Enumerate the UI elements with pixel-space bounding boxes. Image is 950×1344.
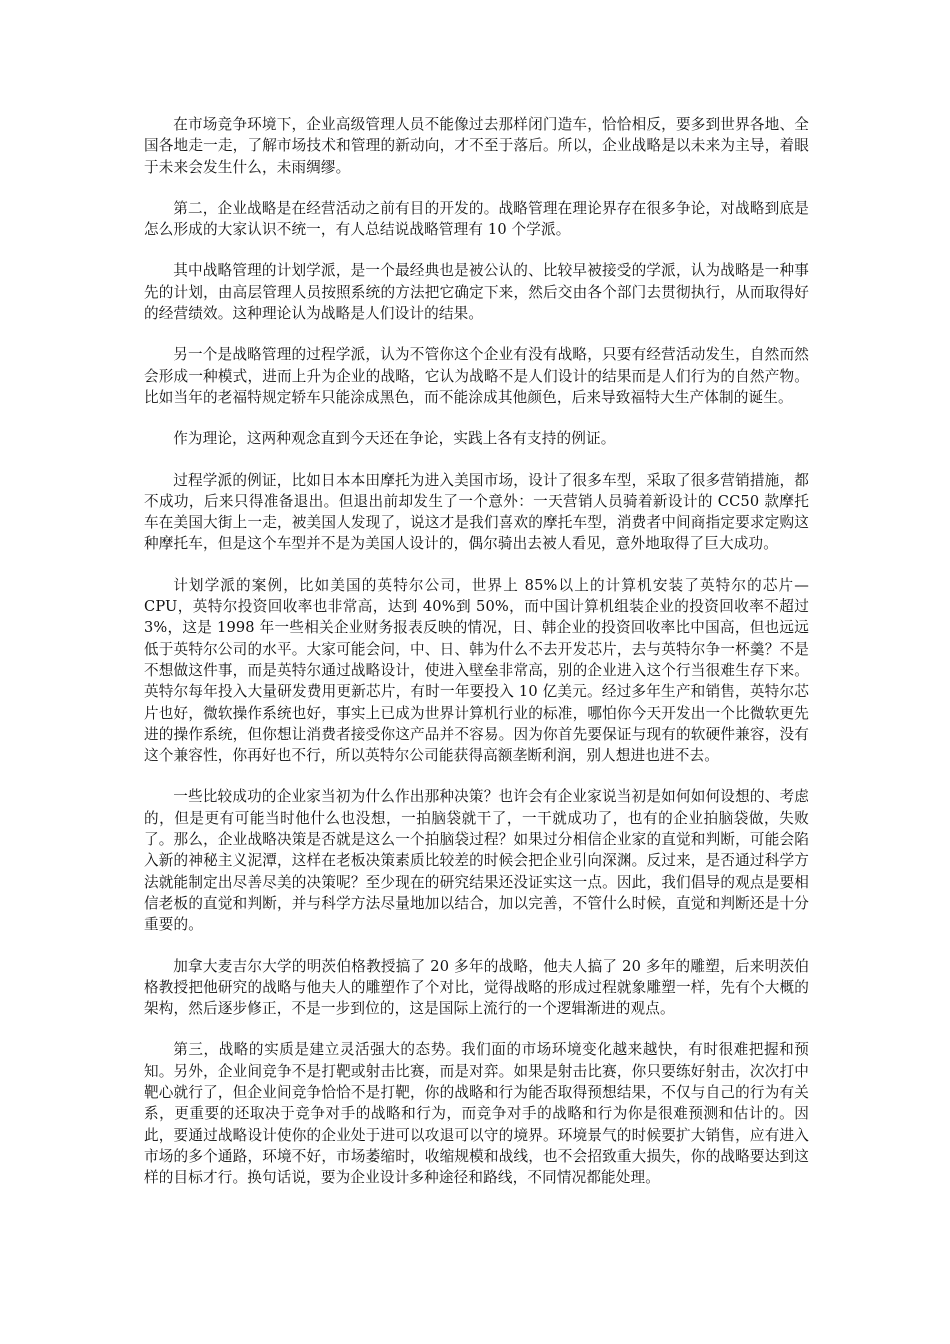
paragraph-entrepreneur-intuition: 一些比较成功的企业家当初为什么作出那种决策？也许会有企业家说当初是如何如何设想的、考虑的，但是更有可能当时他什么也没想，一拍脑袋就干了，一干就成功了，也有的企业拍脑袋做，失败了。那么，企业战略决策是否就是这么一个拍脑袋过程？如果过分相信企业家的直觉和判断，可能会陷入新的神秘主义泥潭，这样在老板决策素质比较差的时候会把企业引向深渊。反过来，是否通过科学方法就能制定出尽善尽美的决策呢？至少现在的研究结果还没证实这一点。因此，我们倡导的观点是要相信老板的直觉和判断，并与科学方法尽量地加以结合，加以完善，不管什么时候，直觉和判断还是十分重要的。: [144, 788, 809, 934]
paragraph-future-oriented: 在市场竞争环境下，企业高级管理人员不能像过去那样闭门造车，恰恰相反，要多到世界各地、全国各地走一走，了解市场技术和管理的新动向，才不至于落后。所以，企业战略是以未来为主导，着眼于未来会发生什么，未雨绸缪。: [144, 116, 809, 176]
paragraph-process-school: 另一个是战略管理的过程学派，认为不管你这个企业有没有战略，只要有经营活动发生，自然而然会形成一种模式，进而上升为企业的战略，它认为战略不是人们设计的结果而是人们行为的自然产物。比如当年的老福特规定轿车只能涂成黑色，而不能涂成其他颜色，后来导致福特大生产体制的诞生。: [144, 346, 809, 406]
paragraph-planning-school: 其中战略管理的计划学派，是一个最经典也是被公认的、比较早被接受的学派，认为战略是一种事先的计划，由高层管理人员按照系统的方法把它确定下来，然后交由各个部门去贯彻执行，从而取得好的经营绩效。这种理论认为战略是人们设计的结果。: [144, 262, 809, 323]
paragraph-honda-example: 过程学派的例证，比如日本本田摩托为进入美国市场，设计了很多车型，采取了很多营销措施，都不成功，后来只得准备退出。但退出前却发生了一个意外：一天营销人员骑着新设计的 CC50 款摩托车在美国大街上一走，被美国人发现了，说这才是我们喜欢的摩托车型，消费者中间商指定要求定购这种摩托车，但是这个车型并不是为美国人设计的，偶尔骑出去被人看见，意外地取得了巨大成功。: [144, 471, 809, 553]
paragraph-point-three: 第三，战略的实质是建立灵活强大的态势。我们面的市场环境变化越来越快，有时很难把握和预知。另外，企业间竞争不是打靶或射击比赛，而是对弈。如果是射击比赛，你只要练好射击，次次打中靶心就行了，但企业间竞争恰恰不是打靶，你的战略和行为能否取得预想结果，不仅与自己的行为有关系，更重要的还取决于竞争对手的战略和行为，而竞争对手的战略和行为你是很难预测和估计的。因此，要通过战略设计使你的企业处于进可以攻退可以守的境界。环境景气的时候要扩大销售，应有进入市场的多个通路，环境不好，市场萎缩时，收缩规模和战线，也不会招致重大损失，你的战略要达到这样的目标才行。换句话说，要为企业设计多种途径和路线，不同情况都能处理。: [144, 1041, 809, 1187]
paragraph-theory-debate: 作为理论，这两种观念直到今天还在争论，实践上各有支持的例证。: [173, 430, 616, 448]
document-body: [144, 114, 809, 1208]
paragraph-intel-example: 计划学派的案例，比如美国的英特尔公司，世界上 85%以上的计算机安装了英特尔的芯片—CPU，英特尔投资回收率也非常高，达到 40%到 50%，而中国计算机组装企业的投资回收率不超过 3%，这是 1998 年一些相关企业财务报表反映的情况，日、韩企业的投资回收率比中国高，但也远远低于英特尔公司的水平。大家可能会问，中、日、韩为什么不去开发芯片，去与英特尔争一杯羹？不是不想做这件事，而是英特尔通过战略设计，使进入壁垒非常高，别的企业进入这个行当很难生存下来。英特尔每年投入大量研发费用更新芯片，有时一年要投入 10 亿美元。经过多年生产和销售，英特尔芯片也好，微软操作系统也好，事实上已成为世界计算机行业的标准，哪怕你今天开发出一个比微软更先进的操作系统，但你想让消费者接受你这产品并不容易。因为你首先要保证与现有的软硬件兼容，没有这个兼容性，你再好也不行，所以英特尔公司能获得高额垄断利润，别人想进也进不去。: [144, 576, 809, 765]
paragraph-point-two: 第二，企业战略是在经营活动之前有目的开发的。战略管理在理论界存在很多争论，对战略到底是怎么形成的大家认识不统一，有人总结说战略管理有 10 个学派。: [144, 199, 809, 239]
paragraph-mintzberg: 加拿大麦吉尔大学的明茨伯格教授搞了 20 多年的战略，他夫人搞了 20 多年的雕塑，后来明茨伯格教授把他研究的战略与他夫人的雕塑作了个对比，觉得战略的形成过程就象雕塑一样，先有个大概的架构，然后逐步修正，不是一步到位的，这是国际上流行的一个逻辑渐进的观点。: [144, 957, 809, 1018]
